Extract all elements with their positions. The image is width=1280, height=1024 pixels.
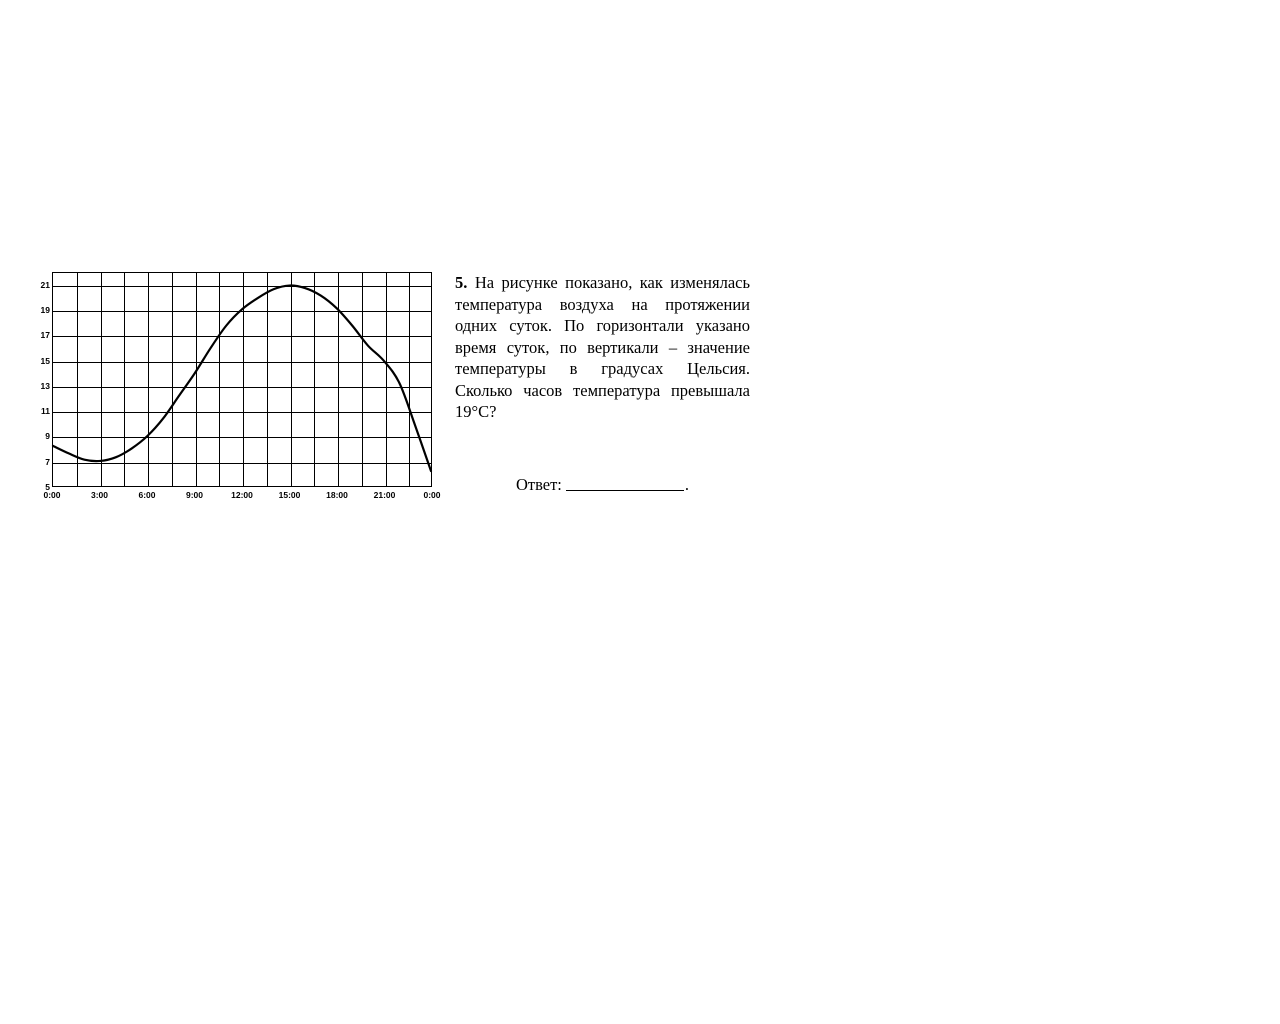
y-tick-label: 7 xyxy=(45,456,50,467)
grid-line-vertical xyxy=(172,273,173,486)
task-block xyxy=(30,262,750,512)
temperature-curve xyxy=(53,273,431,486)
x-tick-label: 12:00 xyxy=(231,490,253,500)
grid-line-vertical xyxy=(219,273,220,486)
grid-line-horizontal xyxy=(53,311,431,312)
task-number: 5. xyxy=(455,273,468,292)
y-tick-label: 11 xyxy=(41,406,50,417)
grid-line-vertical xyxy=(386,273,387,486)
y-tick-label: 13 xyxy=(40,380,50,391)
answer-blank[interactable] xyxy=(566,477,684,491)
grid-line-vertical xyxy=(338,273,339,486)
grid-line-vertical xyxy=(362,273,363,486)
y-tick-label: 21 xyxy=(40,279,50,290)
answer-line xyxy=(455,474,750,496)
x-axis-labels xyxy=(43,490,441,504)
task-body: На рисунке показано, как изменялась температура воздуха на протяжении одних суток. По горизонтали указано время суток, по вертикали – значение температуры в градусах Цельсия. Сколько часов температура превышала 19°C? xyxy=(455,273,750,421)
x-tick-label: 15:00 xyxy=(278,490,301,500)
grid-line-vertical xyxy=(243,273,244,486)
grid-line-horizontal xyxy=(53,362,431,363)
chart-plot-area xyxy=(52,272,432,487)
x-tick-label: 6:00 xyxy=(138,490,156,500)
temperature-chart xyxy=(30,262,440,512)
task-text xyxy=(455,272,750,423)
grid-line-horizontal xyxy=(53,412,431,413)
x-tick-label: 3:00 xyxy=(90,490,108,500)
y-axis-labels xyxy=(30,272,50,492)
x-tick-label: 18:00 xyxy=(326,490,348,500)
x-tick-label: 9:00 xyxy=(185,490,203,500)
grid-line-vertical xyxy=(148,273,149,486)
grid-line-vertical xyxy=(291,273,292,486)
grid-line-horizontal xyxy=(53,463,431,464)
y-tick-label: 19 xyxy=(40,304,50,315)
y-tick-label: 5 xyxy=(45,482,50,492)
y-tick-label: 9 xyxy=(45,431,50,442)
y-tick-label: 17 xyxy=(40,330,50,341)
grid-line-horizontal xyxy=(53,286,431,287)
y-tick-label: 15 xyxy=(40,355,50,366)
grid-line-horizontal xyxy=(53,387,431,388)
grid-line-vertical xyxy=(77,273,78,486)
grid-line-horizontal xyxy=(53,437,431,438)
x-tick-label: 21:00 xyxy=(373,490,396,500)
grid-line-vertical xyxy=(101,273,102,486)
grid-line-vertical xyxy=(124,273,125,486)
grid-line-vertical xyxy=(409,273,410,486)
grid-line-horizontal xyxy=(53,336,431,337)
x-tick-label: 0:00 xyxy=(423,490,441,500)
x-tick-label: 0:00 xyxy=(43,490,61,500)
grid-line-vertical xyxy=(267,273,268,486)
grid-line-vertical xyxy=(314,273,315,486)
answer-period: . xyxy=(684,475,690,494)
grid-line-vertical xyxy=(196,273,197,486)
answer-label: Ответ: xyxy=(515,475,562,494)
